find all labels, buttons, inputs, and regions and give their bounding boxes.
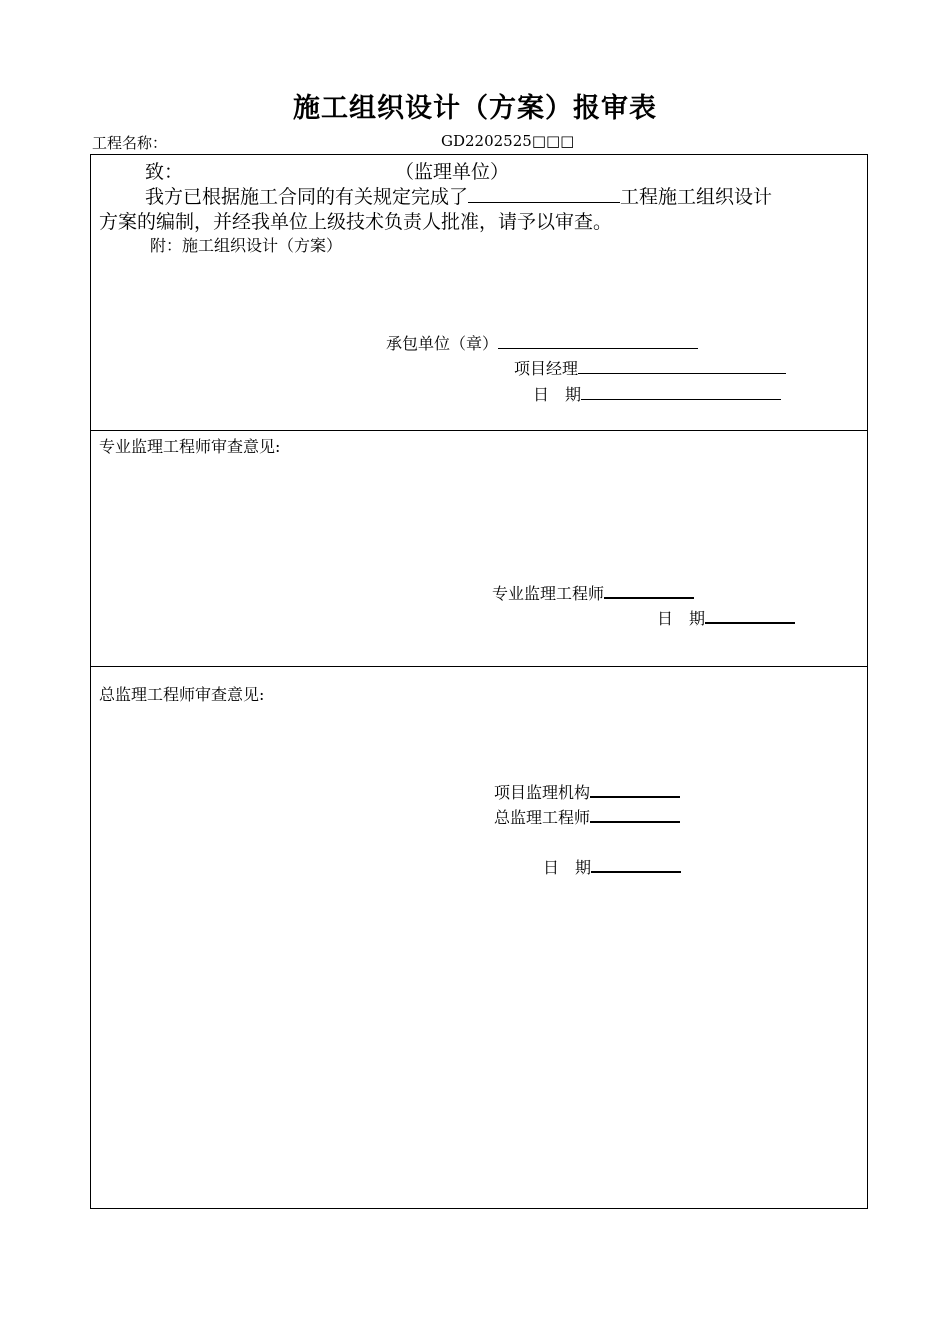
section2-date-row (657, 606, 795, 629)
body-text-part-2: 工程施工组织设计 (620, 186, 773, 208)
project-manager-row (514, 356, 786, 379)
section2-date-line (705, 621, 795, 624)
project-blank-line (468, 201, 620, 203)
application-body-line-2: 方案的编制，并经我单位上级技术负责人批准，请予以审查。 (99, 211, 613, 233)
body-text-part-1: 我方已根据施工合同的有关规定完成了 (145, 186, 469, 208)
to-label: 致： (145, 161, 184, 183)
section-divider-1 (90, 430, 868, 431)
project-manager-signature-line (578, 372, 786, 374)
specialist-engineer-signature-line (604, 596, 694, 599)
document-code: GD2202525□□□ (441, 132, 575, 150)
contractor-signature-line (498, 347, 698, 349)
section2-date-label: 日 期 (657, 609, 706, 628)
supervisor-unit-label: （监理单位） (395, 161, 510, 183)
section1-date-line (581, 398, 781, 400)
contractor-unit-row (386, 331, 698, 354)
application-body-line-1 (145, 182, 772, 209)
supervision-agency-row (494, 780, 680, 803)
section3-date-label: 日 期 (543, 858, 592, 877)
attachment-label: 附：施工组织设计（方案） (150, 236, 343, 255)
section1-date-row (533, 382, 781, 405)
contractor-unit-label: 承包单位（章） (386, 334, 499, 353)
page-title: 施工组织设计（方案）报审表 (293, 93, 657, 124)
project-manager-label: 项目经理 (514, 359, 579, 378)
chief-engineer-label: 总监理工程师 (494, 808, 591, 827)
section-divider-2 (90, 666, 868, 667)
section3-date-row (543, 855, 681, 878)
supervision-agency-signature-line (590, 795, 680, 798)
supervision-agency-label: 项目监理机构 (494, 783, 591, 802)
section3-date-line (591, 870, 681, 873)
project-name-label: 工程名称： (92, 134, 168, 152)
chief-review-heading: 总监理工程师审查意见: (99, 685, 265, 704)
specialist-engineer-row (492, 581, 694, 604)
specialist-engineer-label: 专业监理工程师 (492, 584, 605, 603)
chief-engineer-signature-line (590, 820, 680, 823)
chief-engineer-row (494, 805, 680, 828)
section1-date-label: 日 期 (533, 385, 582, 404)
specialist-review-heading: 专业监理工程师审查意见: (99, 437, 281, 456)
